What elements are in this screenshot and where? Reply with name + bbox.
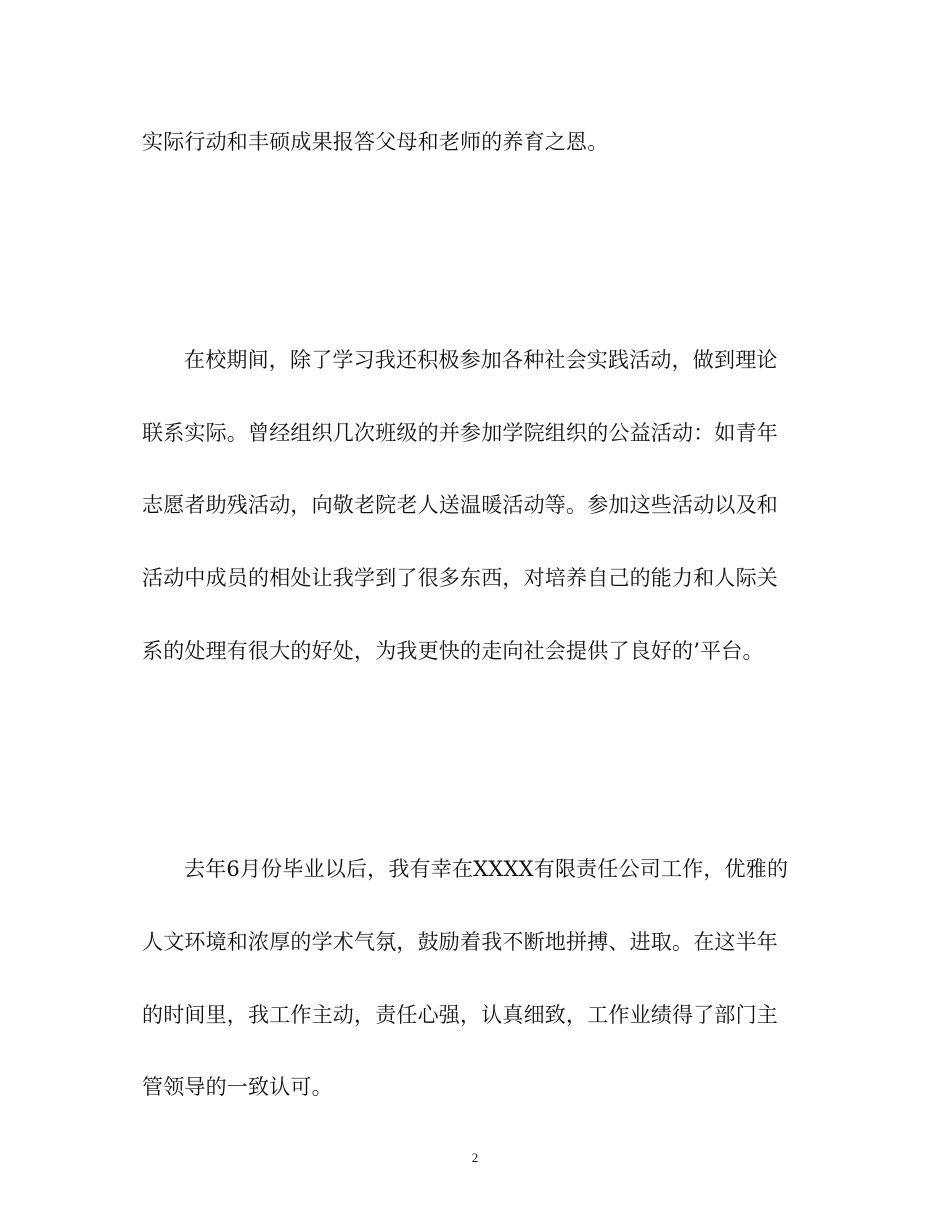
paragraph-1-line-1: 实际行动和丰硕成果报答父母和老师的养育之恩。 bbox=[142, 130, 609, 154]
paragraph-3-line-1: 去年6月份毕业以后，我有幸在XXXX有限责任公司工作，优雅的 bbox=[184, 857, 789, 881]
page-number: 2 bbox=[471, 1150, 479, 1165]
paragraph-2-line-5: 系的处理有很大的好处，为我更快的走向社会提供了良好的’平台。 bbox=[142, 639, 764, 663]
paragraph-3-line-4: 管领导的一致认可。 bbox=[142, 1075, 333, 1099]
paragraph-2-line-3: 志愿者助残活动，向敬老院老人送温暖活动等。参加这些活动以及和 bbox=[142, 493, 778, 517]
paragraph-2-line-2: 联系实际。曾经组织几次班级的并参加学院组织的公益活动：如青年 bbox=[142, 421, 778, 445]
paragraph-3-line-3: 的时间里，我工作主动，责任心强，认真细致，工作业绩得了部门主 bbox=[142, 1003, 778, 1027]
paragraph-3-line-2: 人文环境和浓厚的学术气氛，鼓励着我不断地拼搏、进取。在这半年 bbox=[142, 930, 778, 954]
paragraph-2-line-4: 活动中成员的相处让我学到了很多东西，对培养自己的能力和人际关 bbox=[142, 566, 778, 590]
paragraph-2-line-1: 在校期间，除了学习我还积极参加各种社会实践活动，做到理论 bbox=[184, 348, 778, 372]
